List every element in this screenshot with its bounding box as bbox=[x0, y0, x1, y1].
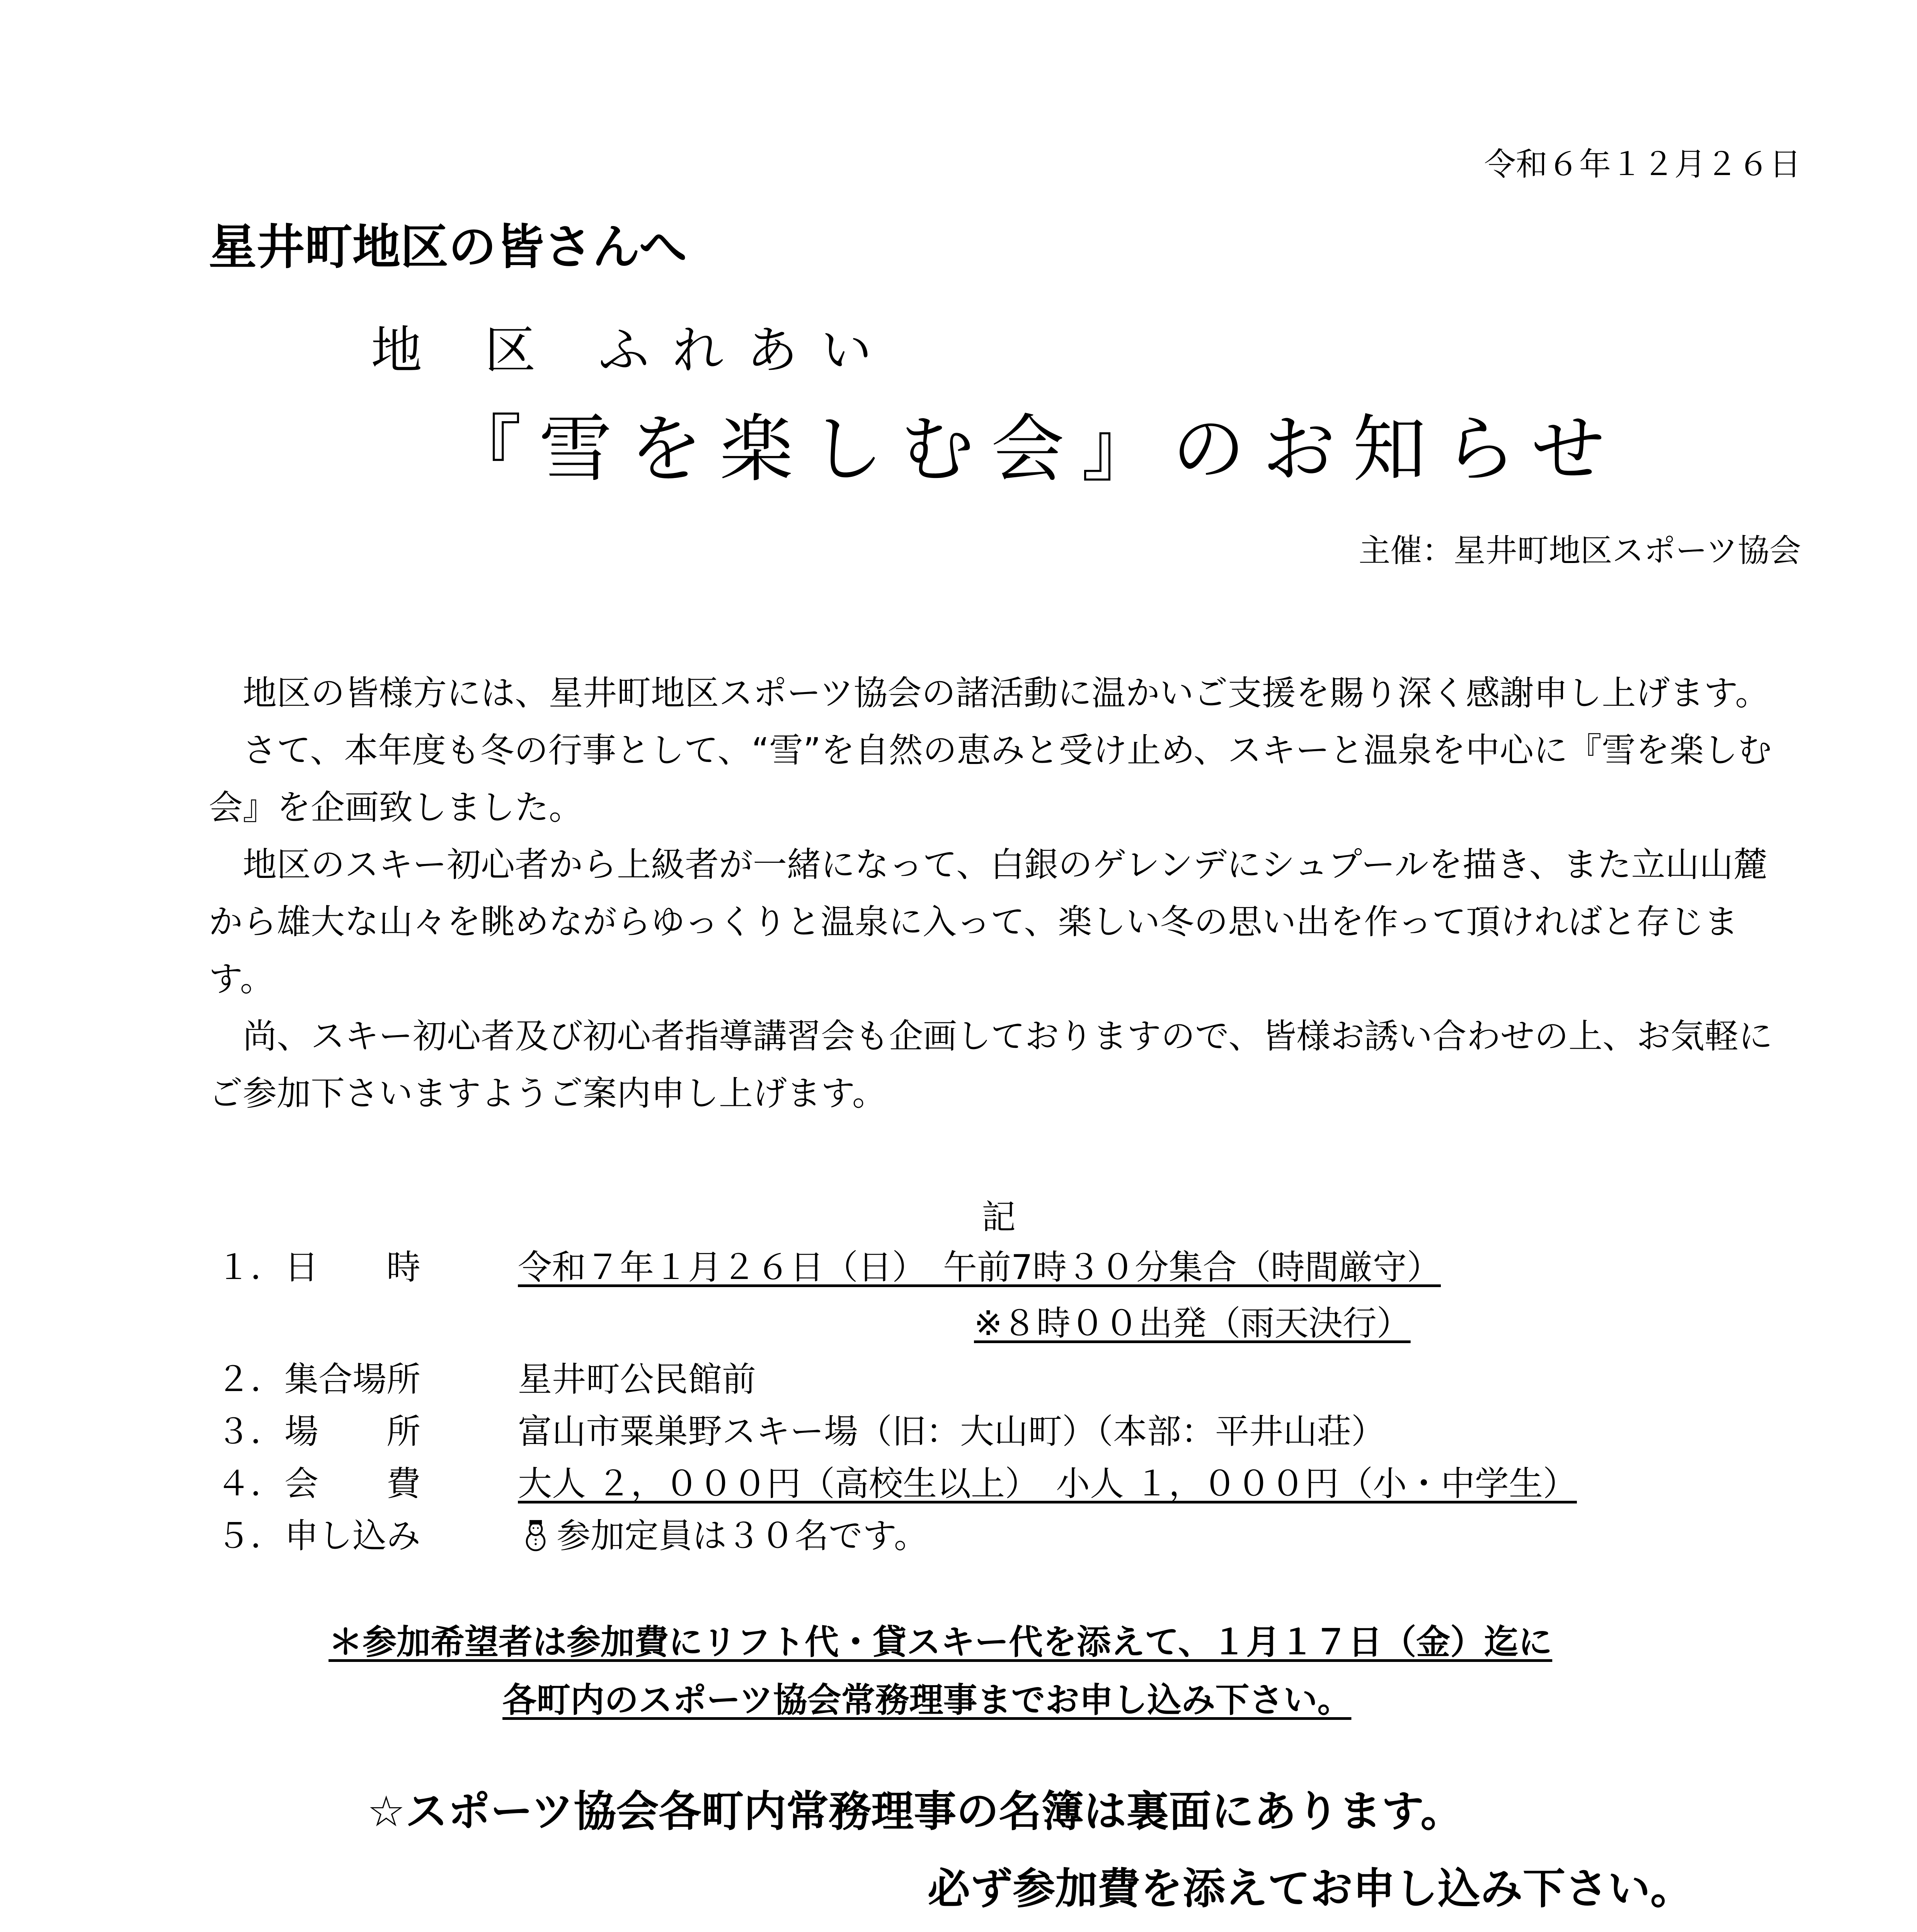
sponsor-line: 主催：星井町地区スポーツ協会 bbox=[1359, 532, 1801, 569]
title-line-1: 地 区 ふれあい bbox=[371, 321, 895, 380]
item-application-label: ５．申し込み bbox=[216, 1516, 421, 1556]
paragraph-2: さて、本年度も冬の行事として、“雪”を自然の恵みと受け止め、スキーと温泉を中心に『雪を楽しむ会』を企画致しました。 bbox=[209, 730, 1772, 827]
body-text bbox=[209, 665, 1793, 1122]
paragraph-3: 地区のスキー初心者から上級者が一緒になって、白銀のゲレンデにシュプールを描き、また立山山麓から雄大な山々を眺めながらゆっくりと温泉に入って、楽しい冬の思い出を作って頂ければと存じます。 bbox=[209, 845, 1767, 999]
item-location bbox=[216, 1405, 1386, 1453]
item-fee-value: 大人 ２，０００円（高校生以上） 小人 １，０００円（小・中学生） bbox=[518, 1464, 1577, 1503]
snowman-icon bbox=[518, 1517, 553, 1553]
item-application bbox=[216, 1509, 928, 1558]
paragraph-1: 地区の皆様方には、星井町地区スポーツ協会の諸活動に温かいご支援を賜り深く感謝申し上げます。 bbox=[243, 673, 1769, 713]
item-date-label: １．日 時 bbox=[216, 1247, 421, 1287]
note-line-2: 各町内のスポーツ協会常務理事までお申し込み下さい。 bbox=[502, 1680, 1352, 1720]
item-location-value: 富山市粟巣野スキー場（旧：大山町）（本部：平井山荘） bbox=[518, 1412, 1386, 1451]
item-application-value: 参加定員は３０名です。 bbox=[557, 1516, 928, 1556]
item-application-value-wrap bbox=[518, 1509, 928, 1558]
ki-marker: 記 bbox=[982, 1197, 1016, 1237]
item-fee-label: ４．会 費 bbox=[216, 1464, 421, 1503]
item-fee bbox=[216, 1457, 1577, 1505]
item-meeting-place-label: ２．集合場所 bbox=[216, 1359, 421, 1399]
item-date-sub: ※８時００出発（雨天決行） bbox=[974, 1303, 1411, 1343]
item-meeting-place-value: 星井町公民館前 bbox=[518, 1359, 756, 1399]
star-note-line-2: 必ず参加費を添えてお申し込み下さい。 bbox=[928, 1864, 1693, 1913]
greeting-heading: 星井町地区の皆さんへ bbox=[209, 219, 687, 275]
item-location-label: ３．場 所 bbox=[216, 1412, 421, 1451]
document-date: 令和６年１２月２６日 bbox=[1484, 146, 1801, 183]
item-date bbox=[216, 1240, 1441, 1289]
title-line-2: 『雪を楽しむ会』のお知らせ bbox=[448, 406, 1622, 492]
paragraph-4: 尚、スキー初心者及び初心者指導講習会も企画しておりますので、皆様お誘い合わせの上、お気軽にご参加下さいますようご案内申し上げます。 bbox=[209, 1016, 1773, 1113]
star-note-line-1: ☆スポーツ協会各町内常務理事の名簿は裏面にあります。 bbox=[367, 1787, 1463, 1836]
item-meeting-place bbox=[216, 1352, 756, 1401]
item-date-value: 令和７年１月２６日（日） 午前7時３０分集合（時間厳守） bbox=[518, 1247, 1441, 1287]
note-line-1: ＊参加希望者は参加費にリフト代・貸スキー代を添えて、１月１７日（金）迄に bbox=[329, 1622, 1553, 1662]
